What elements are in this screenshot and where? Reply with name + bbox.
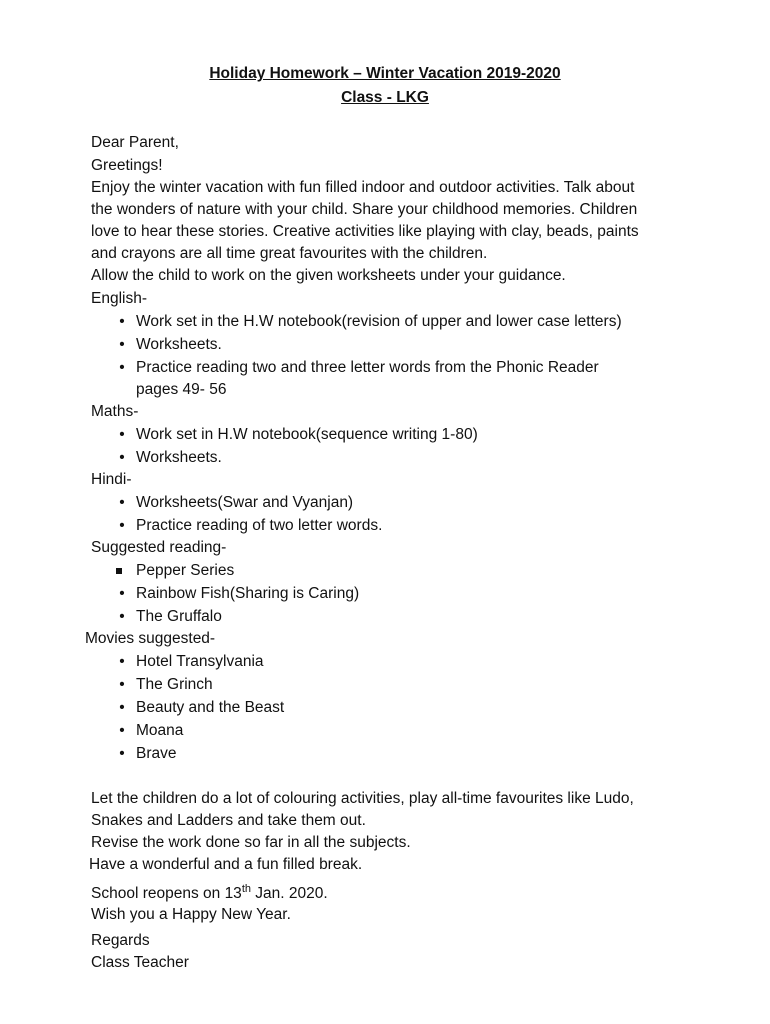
list-item: Worksheets. [136, 336, 222, 353]
bullet-icon: • [119, 676, 125, 693]
bullet-icon: • [119, 494, 125, 511]
intro-line: Enjoy the winter vacation with fun filled indoor and outdoor activities. Talk about [91, 179, 635, 196]
square-bullet-icon [116, 568, 122, 574]
list-item-continuation: pages 49- 56 [136, 381, 227, 398]
list-item: The Gruffalo [136, 608, 222, 625]
bullet-icon: • [119, 653, 125, 670]
list-item: Worksheets. [136, 449, 222, 466]
bullet-icon: • [119, 608, 125, 625]
document-title: Holiday Homework – Winter Vacation 2019-2020 [209, 65, 561, 82]
list-item: Moana [136, 722, 184, 739]
bullet-icon: • [119, 426, 125, 443]
list-item: Brave [136, 745, 177, 762]
list-item: Practice reading two and three letter words from the Phonic Reader [136, 359, 599, 376]
list-item: The Grinch [136, 676, 213, 693]
closing-line: Revise the work done so far in all the subjects. [91, 834, 411, 851]
bullet-icon: • [119, 336, 125, 353]
list-item: Worksheets(Swar and Vyanjan) [136, 494, 354, 511]
hindi-heading: Hindi- [91, 471, 132, 488]
bullet-icon: • [119, 449, 125, 466]
bullet-icon: • [119, 699, 125, 716]
intro-line: the wonders of nature with your child. Share your childhood memories. Children [91, 201, 638, 218]
salutation: Dear Parent, [91, 134, 179, 151]
list-item: Beauty and the Beast [136, 699, 285, 716]
class-heading: Class - LKG [341, 89, 429, 106]
list-item: Pepper Series [136, 562, 235, 579]
closing-line: Snakes and Ladders and take them out. [91, 812, 366, 829]
intro-line: and crayons are all time great favourites with the children. [91, 245, 488, 262]
list-item: Rainbow Fish(Sharing is Caring) [136, 585, 360, 602]
closing-line: Have a wonderful and a fun filled break. [89, 856, 363, 873]
maths-heading: Maths- [91, 403, 139, 420]
bullet-icon: • [119, 722, 125, 739]
english-heading: English- [91, 290, 147, 307]
list-item: Work set in H.W notebook(sequence writing 1-80) [136, 426, 478, 443]
bullet-icon: • [119, 517, 125, 534]
bullet-icon: • [119, 313, 125, 330]
reading-heading: Suggested reading- [91, 539, 227, 556]
intro-line: love to hear these stories. Creative activities like playing with clay, beads, paints [91, 223, 639, 240]
list-item: Hotel Transylvania [136, 653, 264, 670]
movies-heading: Movies suggested- [85, 630, 216, 647]
regards: Regards [91, 932, 150, 949]
list-item: Work set in the H.W notebook(revision of upper and lower case letters) [136, 313, 622, 330]
intro-line: Allow the child to work on the given worksheets under your guidance. [91, 267, 566, 284]
reopen-superscript: th [241, 883, 251, 895]
bullet-icon: • [119, 585, 125, 602]
reopen-line [91, 883, 328, 903]
closing-line: Let the children do a lot of colouring activities, play all-time favourites like Ludo, [91, 790, 634, 807]
greeting: Greetings! [91, 157, 163, 174]
bullet-icon: • [119, 359, 125, 376]
list-item: Practice reading of two letter words. [136, 517, 383, 534]
signature: Class Teacher [91, 954, 189, 971]
reopen-suffix: Jan. 2020. [251, 885, 328, 903]
reopen-prefix: School reopens on 13 [91, 885, 242, 903]
closing-line: Wish you a Happy New Year. [91, 906, 291, 923]
bullet-icon: • [119, 745, 125, 762]
